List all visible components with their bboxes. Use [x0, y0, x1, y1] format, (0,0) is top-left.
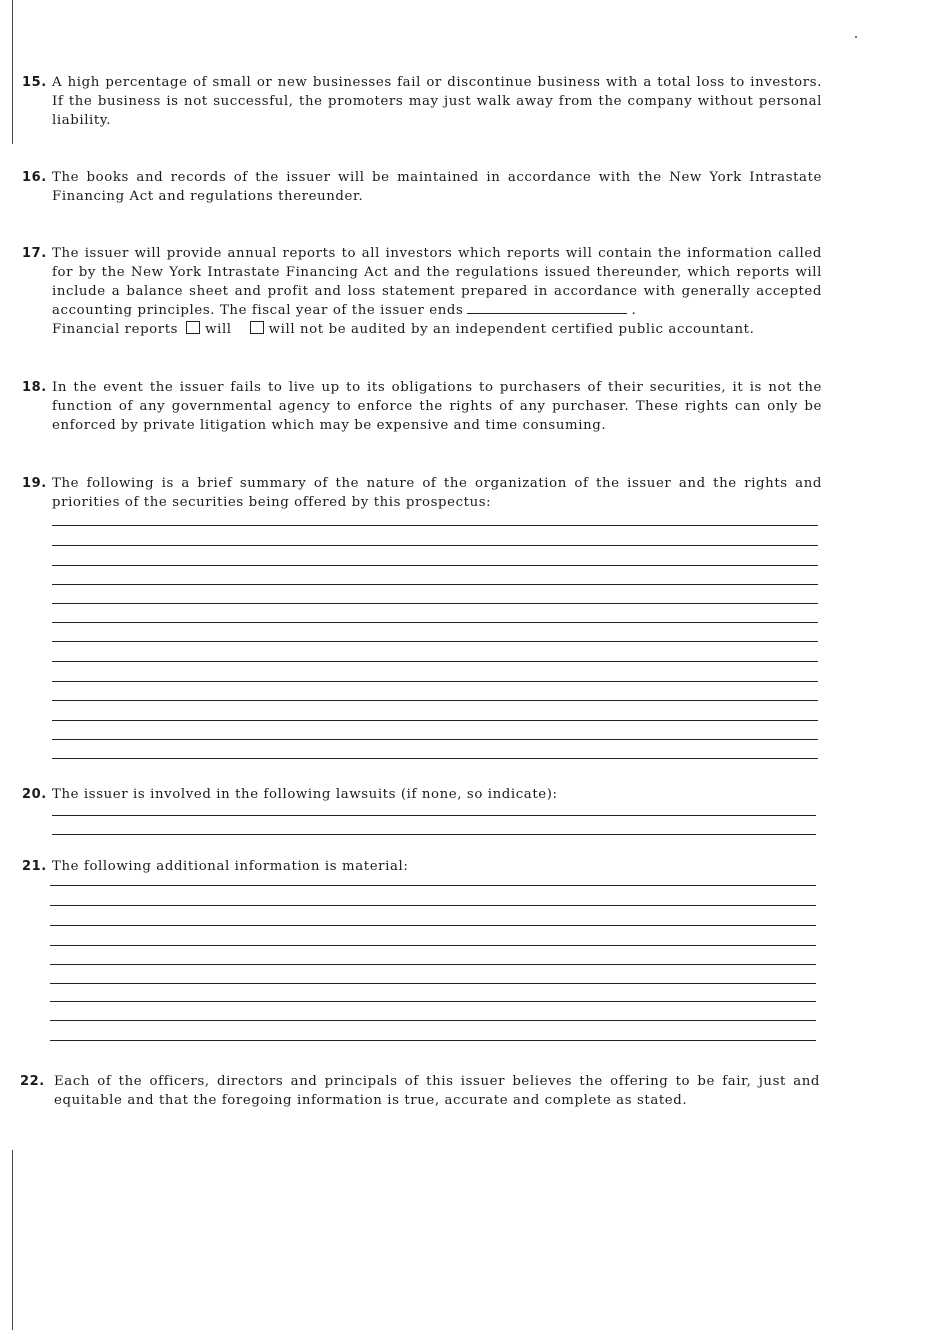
item-number: 21.	[22, 859, 47, 874]
item-text: The issuer will provide annual reports to all investors which reports will contain the information called for by the New York Intrastate Financing Act and the regulations issued thereunder, which reports will include a balance sheet and profit and loss statement prepared in accordance with generally accepted accounting principles. The fiscal year of the issuer ends . Financial reports will will not be audited by an independent certified public accountant.	[52, 246, 822, 337]
item-number: 15.	[22, 75, 47, 90]
answer-line[interactable]	[52, 641, 818, 642]
item-19	[22, 474, 822, 512]
answer-line[interactable]	[50, 885, 816, 886]
item-text: The following additional information is material:	[52, 859, 409, 874]
answer-line[interactable]	[50, 1001, 816, 1002]
answer-line[interactable]	[50, 1020, 816, 1021]
item-text: The following is a brief summary of the nature of the organization of the issuer and the rights and priorities of the securities being offered by this prospectus:	[52, 476, 822, 510]
item-17-text-part3: be audited by an independent certified public accountant.	[328, 322, 755, 337]
item-number: 20.	[22, 787, 47, 802]
answer-line[interactable]	[50, 964, 816, 965]
answer-line[interactable]	[50, 1040, 816, 1041]
item-text: The issuer is involved in the following lawsuits (if none, so indicate):	[52, 787, 558, 802]
item-16	[22, 168, 822, 206]
answer-line[interactable]	[50, 905, 816, 906]
answer-line[interactable]	[52, 700, 818, 701]
item-number: 16.	[22, 170, 47, 185]
answer-line[interactable]	[52, 661, 818, 662]
option-will-not-label: will not	[268, 322, 324, 337]
answer-line[interactable]	[52, 584, 818, 585]
item-number: 19.	[22, 476, 47, 491]
item-18	[22, 378, 822, 435]
answer-line[interactable]	[52, 565, 818, 566]
answer-line[interactable]	[50, 983, 816, 984]
item-17	[22, 244, 822, 339]
item-15	[22, 73, 822, 130]
page-speck	[855, 36, 857, 38]
left-margin-line	[12, 0, 13, 144]
fiscal-year-blank[interactable]	[467, 302, 627, 314]
item-number: 17.	[22, 246, 47, 261]
answer-line[interactable]	[52, 720, 818, 721]
answer-line[interactable]	[50, 945, 816, 946]
answer-line[interactable]	[52, 681, 818, 682]
answer-line[interactable]	[52, 815, 816, 816]
answer-line[interactable]	[52, 834, 816, 835]
will-not-checkbox[interactable]	[250, 321, 264, 334]
answer-line[interactable]	[50, 925, 816, 926]
will-checkbox[interactable]	[186, 321, 200, 334]
answer-line[interactable]	[52, 525, 818, 526]
answer-line[interactable]	[52, 739, 818, 740]
left-margin-line	[12, 1150, 13, 1330]
item-number: 22.	[20, 1074, 45, 1089]
answer-line[interactable]	[52, 622, 818, 623]
item-text: In the event the issuer fails to live up to its obligations to purchasers of their securities, it is not the function of any governmental agency to enforce the rights of any purchaser. These rights can only be enforced by private litigation which may be expensive and time consuming.	[52, 380, 822, 433]
item-17-text-part2: Financial reports	[52, 322, 179, 337]
item-text: A high percentage of small or new businesses fail or discontinue business with a total loss to investors. If the business is not successful, the promoters may just walk away from the company without personal liability.	[52, 75, 822, 128]
item-text: Each of the officers, directors and principals of this issuer believes the offering to be fair, just and equitable and that the foregoing information is true, accurate and complete as stated.	[54, 1074, 820, 1108]
answer-line[interactable]	[52, 545, 818, 546]
item-22	[20, 1072, 820, 1110]
item-17-text-part1: The issuer will provide annual reports to all investors which reports will contain the information called for by the New York Intrastate Financing Act and the regulations issued thereunder, which reports will include a balance sheet and profit and loss statement prepared in accordance with generally accepted accounting principles. The fiscal year of the issuer ends	[52, 246, 822, 318]
item-number: 18.	[22, 380, 47, 395]
answer-line[interactable]	[52, 603, 818, 604]
item-20	[22, 785, 822, 804]
item-21	[22, 857, 822, 876]
answer-line[interactable]	[52, 758, 818, 759]
option-will-label: will	[205, 322, 232, 337]
item-text: The books and records of the issuer will be maintained in accordance with the New York Intrastate Financing Act and regulations thereunder.	[52, 170, 822, 204]
